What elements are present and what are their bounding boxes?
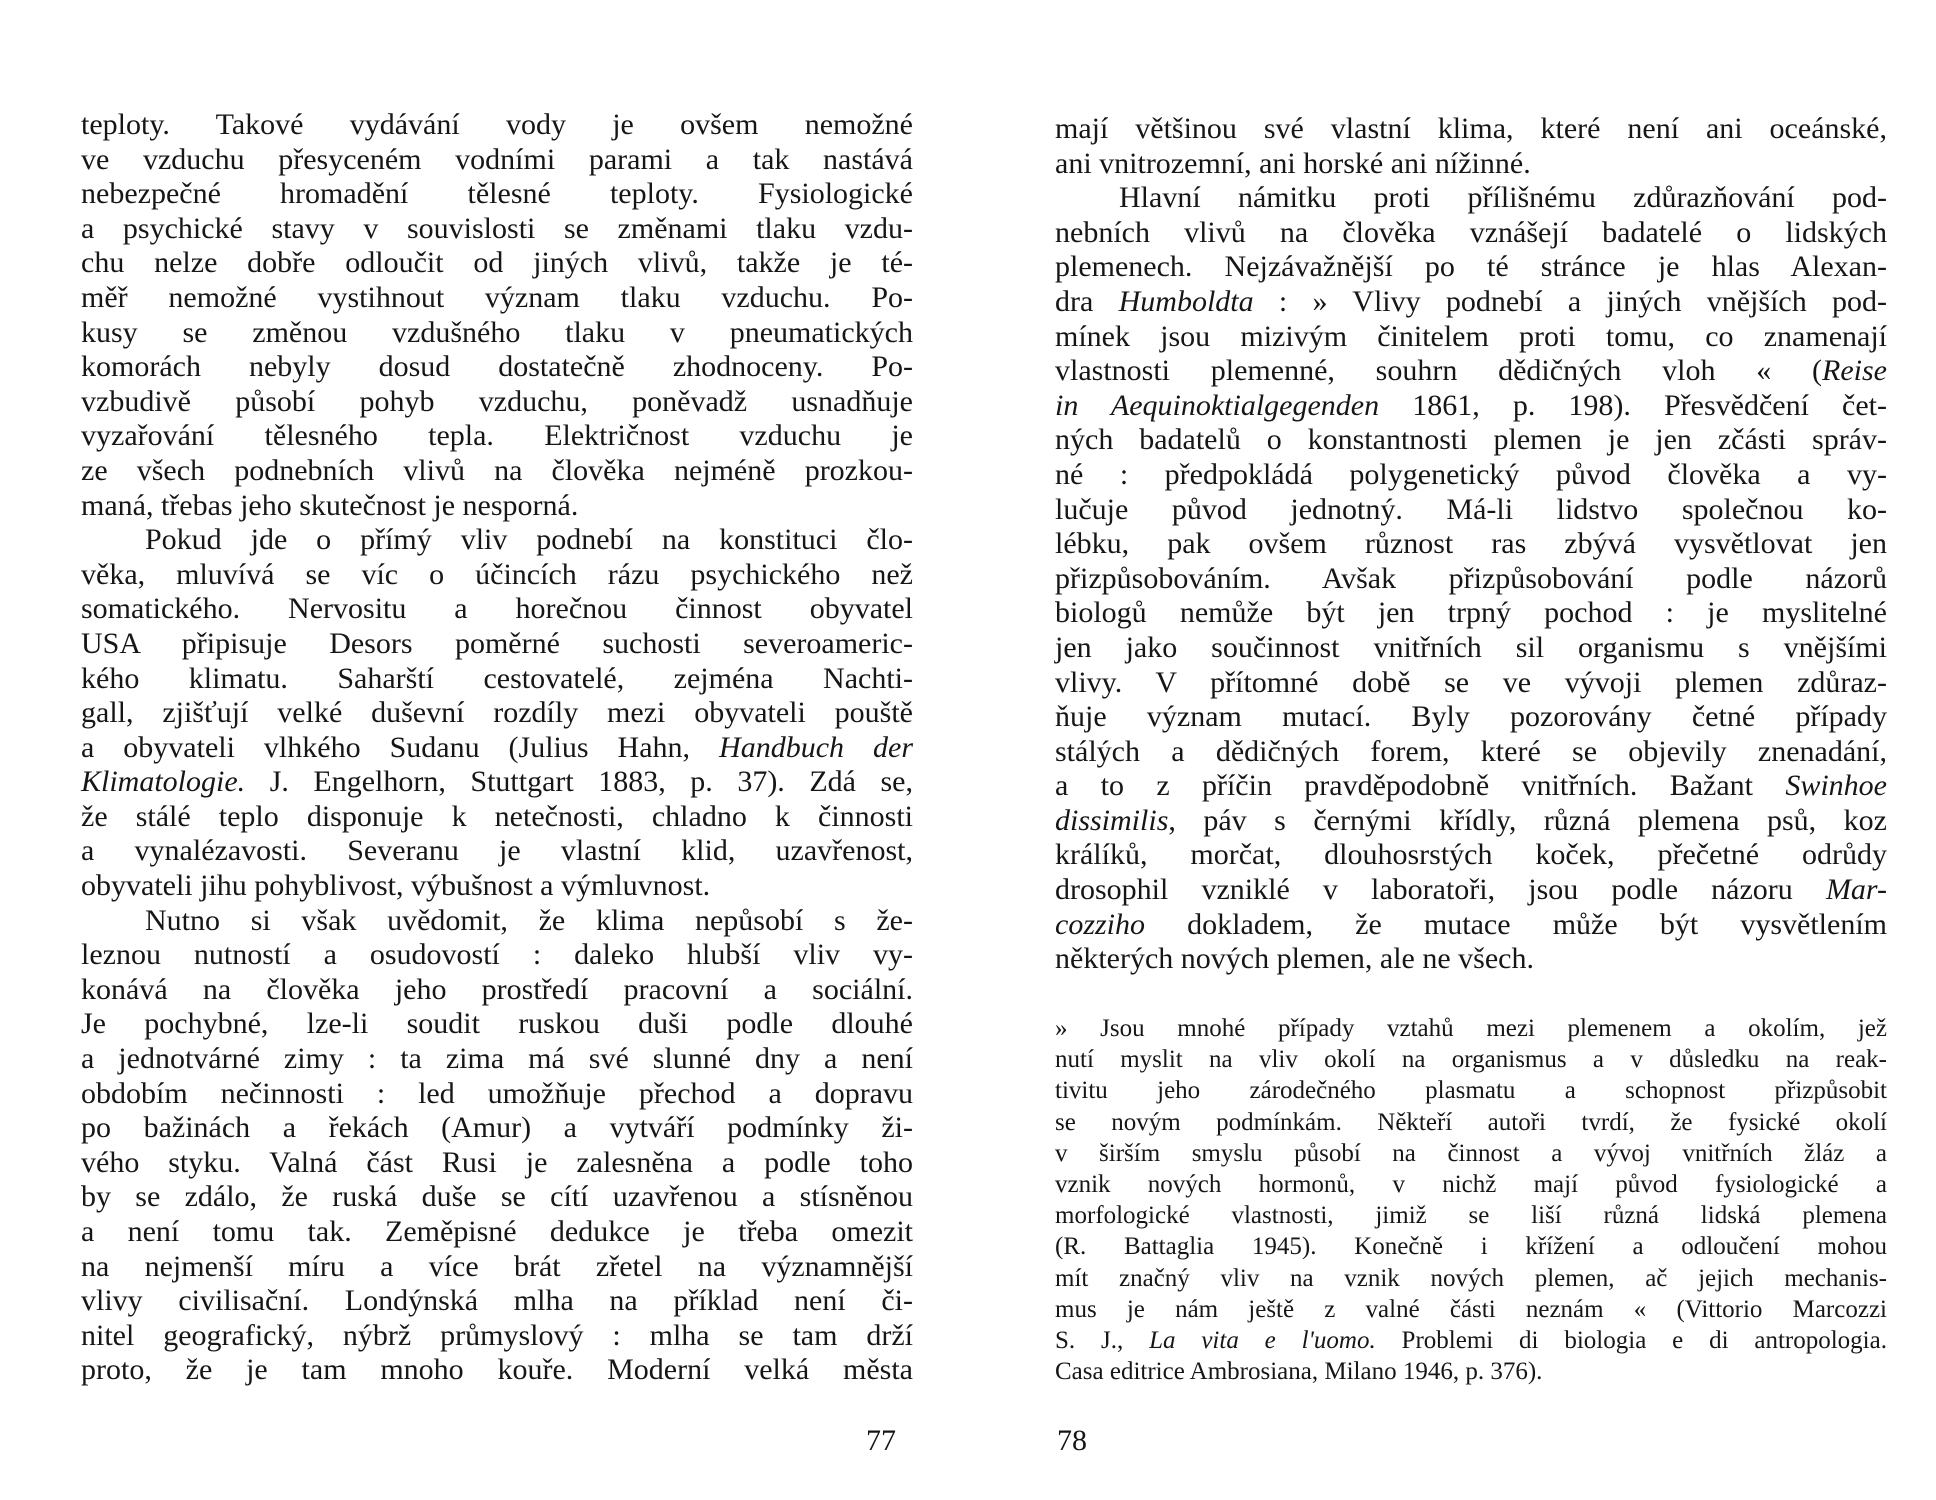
text-segment: vyzařování tělesného tepla. Električnost vzduchu je: [81, 419, 913, 453]
text-line: [1055, 458, 1887, 493]
text-segment: (R. Battaglia 1945). Konečně i křížení a odloučení mohou: [1055, 1233, 1887, 1261]
text-segment: ve vzduchu přesyceném vodními parami a tak nastává: [81, 142, 913, 176]
text-line: [1055, 1325, 1887, 1356]
text-line: [81, 1180, 913, 1215]
text-segment: ňuje význam mutací. Byly pozorovány četné případy: [1055, 700, 1887, 734]
text-line: [1055, 389, 1887, 424]
text-line: [81, 177, 913, 212]
text-line: [81, 1077, 913, 1112]
text-segment: : » Vlivy podnebí a jiných vnějších pod-: [1253, 284, 1888, 318]
text-line: [1055, 527, 1887, 562]
text-segment: lébku, pak ovšem různost ras zbývá vysvětlovat jen: [1055, 527, 1887, 561]
text-segment: přizpůsobováním. Avšak přizpůsobování podle názorů: [1055, 561, 1887, 595]
text-line: [81, 1146, 913, 1181]
text-line: [81, 800, 913, 835]
text-segment: obyvateli jihu pohyblivost, výbušnost a výmluvnost.: [81, 869, 711, 903]
text-segment: maná, třebas jeho skutečnost je nesporná.: [81, 488, 579, 522]
text-segment: králíků, morčat, dlouhosrstých koček, přečetné odrůdy: [1055, 838, 1887, 872]
text-segment: USA připisuje Desors poměrné suchosti severoameric-: [81, 626, 913, 660]
text-segment: mínek jsou mizivým činitelem proti tomu, co znamenají: [1055, 319, 1887, 353]
text-segment: dra: [1055, 284, 1119, 318]
text-line: [1055, 700, 1887, 735]
text-line: [1055, 1356, 1887, 1387]
text-line: [81, 696, 913, 731]
text-segment: stálých a dědičných forem, které se objevily znenadání,: [1055, 734, 1887, 768]
text-line: [81, 904, 913, 939]
text-line: [1055, 285, 1887, 320]
text-line: [1055, 112, 1887, 147]
text-segment: lučuje původ jednotný. Má-li lidstvo společnou ko-: [1055, 492, 1887, 526]
text-line: [81, 143, 913, 178]
text-segment: konává na člověka jeho prostředí pracovní a sociální.: [81, 972, 913, 1006]
italic-text: Reise: [1822, 354, 1887, 388]
italic-text: dissimilis: [1055, 803, 1169, 837]
text-line: [81, 869, 913, 904]
text-segment: mají většinou své vlastní klima, které není ani oceánské,: [1055, 112, 1887, 145]
text-segment: Hlavní námitku proti přílišnému zdůrazňování pod-: [1119, 181, 1887, 215]
text-line: [1055, 1231, 1887, 1262]
italic-text: Klimatologie.: [81, 765, 246, 799]
text-segment: dokladem, že mutace může být vysvětlením: [1145, 907, 1887, 941]
text-segment: J. Engelhorn, Stuttgart 1883, p. 37). Zdá se,: [245, 765, 913, 799]
text-line: [81, 212, 913, 247]
text-line: [81, 1284, 913, 1319]
text-segment: vlivy. V přítomné době se ve vývoji plemen zdůraz-: [1055, 665, 1887, 699]
text-line: [1055, 147, 1887, 182]
italic-text: La vita e l'uomo.: [1149, 1326, 1376, 1354]
left-page-text: [81, 108, 913, 1388]
text-segment: komorách nebyly dosud dostatečně zhodnoceny. Po-: [81, 350, 913, 384]
text-segment: by se zdálo, že ruská duše se cítí uzavřenou a stísněnou: [81, 1180, 913, 1214]
text-line: [81, 1319, 913, 1354]
text-segment: vzbudivě působí pohyb vzduchu, poněvadž usnadňuje: [81, 384, 913, 418]
text-segment: né : předpokládá polygenetický původ člověka a vy-: [1055, 457, 1887, 491]
text-segment: v širším smyslu působí na činnost a vývoj vnitřních žláz a: [1055, 1139, 1887, 1167]
text-segment: drosophil vzniklé v laboratoři, jsou podle názoru: [1055, 873, 1826, 907]
text-line: [81, 592, 913, 627]
text-line: [81, 1250, 913, 1285]
text-segment: věka, mluvívá se víc o účincích rázu psychického než: [81, 557, 913, 591]
text-line: [81, 419, 913, 454]
text-line: [1055, 1294, 1887, 1325]
text-segment: a psychické stavy v souvislosti se změnami tlaku vzdu-: [81, 211, 913, 245]
text-line: [1055, 216, 1887, 251]
text-segment: , páv s černými křídly, různá plemena psů, koz: [1168, 803, 1887, 837]
text-line: [1055, 1263, 1887, 1294]
text-segment: vlastnosti plemenné, souhrn dědičných vloh « (: [1055, 354, 1823, 388]
text-segment: ze všech podnebních vlivů na člověka nejméně prozkou-: [81, 453, 913, 487]
text-segment: a jednotvárné zimy : ta zima má své slunné dny a není: [81, 1042, 913, 1076]
text-segment: 1861, p. 198). Přesvědčení čet-: [1379, 388, 1887, 422]
text-segment: nutí myslit na vliv okolí na organismus a v důsledku na reak-: [1055, 1046, 1887, 1074]
text-line: [81, 731, 913, 766]
text-line: [81, 1215, 913, 1250]
text-line: [1055, 250, 1887, 285]
text-segment: a to z příčin pravděpodobně vnitřních. Bažant: [1055, 769, 1786, 803]
italic-text: Swinhoe: [1785, 769, 1887, 803]
italic-text: Handbuch der: [719, 730, 913, 764]
text-line: [1055, 873, 1887, 908]
text-segment: a obyvateli vlhkého Sudanu (Julius Hahn,: [81, 730, 720, 764]
text-segment: po bažinách a řekách (Amur) a vytváří podmínky ži-: [81, 1111, 913, 1145]
text-line: [81, 246, 913, 281]
text-line: [1055, 908, 1887, 943]
text-segment: některých nových plemen, ale ne všech.: [1055, 942, 1534, 976]
text-segment: chu nelze dobře odloučit od jiných vlivů, takže je té-: [81, 246, 913, 280]
text-segment: měř nemožné vystihnout význam tlaku vzduchu. Po-: [81, 280, 913, 314]
text-line: [81, 1353, 913, 1388]
text-line: [1055, 1169, 1887, 1200]
text-line: [81, 662, 913, 697]
text-segment: tivitu jeho zárodečného plasmatu a schopnost přizpůsobit: [1055, 1077, 1887, 1105]
italic-text: in Aequinoktialgegenden: [1055, 388, 1380, 422]
text-segment: biologů nemůže být jen trpný pochod : je myslitelné: [1055, 596, 1887, 630]
text-segment: ani vnitrozemní, ani horské ani nížinné.: [1055, 146, 1531, 180]
text-segment: vého styku. Valná část Rusi je zalesněna a podle toho: [81, 1145, 913, 1179]
page-number-right: 78: [1057, 1424, 1087, 1457]
text-segment: Pokud jde o přímý vliv podnebí na konstituci člo-: [145, 523, 913, 557]
text-line: [81, 489, 913, 524]
text-segment: jen jako součinnost vnitřních sil organismu s vnějšími: [1055, 630, 1887, 664]
text-segment: morfologické vlastnosti, jimiž se liší různá lidská plemena: [1055, 1202, 1887, 1230]
text-segment: kusy se změnou vzdušného tlaku v pneumatických: [81, 315, 913, 349]
text-line: [81, 108, 913, 143]
text-line: [1055, 354, 1887, 389]
footnote: [1055, 1013, 1887, 1387]
right-page-text: [1055, 112, 1887, 977]
text-segment: leznou nutností a osudovostí : daleko hlubší vliv vy-: [81, 938, 913, 972]
text-line: [81, 627, 913, 662]
text-line: [1055, 1200, 1887, 1231]
italic-text: Humboldta: [1118, 284, 1254, 318]
text-line: [1055, 942, 1887, 977]
text-segment: nebních vlivů na člověka vznášejí badatelé o lidských: [1055, 215, 1887, 249]
text-segment: mít značný vliv na vznik nových plemen, ač jejich mechanis-: [1055, 1264, 1887, 1292]
text-segment: na nejmenší míru a více brát zřetel na významnější: [81, 1249, 913, 1283]
text-segment: teploty. Takové vydávání vody je ovšem nemožné: [81, 108, 913, 141]
italic-text: cozziho: [1055, 907, 1145, 941]
text-segment: Nutno si však uvědomit, že klima nepůsobí s že-: [145, 903, 913, 937]
text-segment: plemenech. Nejzávažnější po té stránce je hlas Alexan-: [1055, 250, 1887, 284]
text-line: [81, 1111, 913, 1146]
text-segment: Casa editrice Ambrosiana, Milano 1946, p. 376).: [1055, 1358, 1543, 1386]
text-line: [1055, 1107, 1887, 1138]
text-segment: Je pochybné, lze-li soudit ruskou duši podle dlouhé: [81, 1007, 913, 1041]
text-line: [1055, 423, 1887, 458]
text-segment: vlivy civilisační. Londýnská mlha na příklad není či-: [81, 1284, 913, 1318]
text-line: [1055, 838, 1887, 873]
text-line: [81, 558, 913, 593]
text-line: [1055, 804, 1887, 839]
text-line: [1055, 631, 1887, 666]
text-line: [81, 316, 913, 351]
text-line: [1055, 493, 1887, 528]
text-segment: nitel geografický, nýbrž průmyslový : mlha se tam drží: [81, 1318, 913, 1352]
text-line: [81, 523, 913, 558]
text-segment: somatického. Nervositu a horečnou činnost obyvatel: [81, 592, 913, 626]
text-line: [81, 938, 913, 973]
text-line: [1055, 1075, 1887, 1106]
text-line: [1055, 1138, 1887, 1169]
text-line: [1055, 735, 1887, 770]
text-line: [81, 765, 913, 800]
text-segment: gall, zjišťují velké duševní rozdíly mezi obyvateli pouště: [81, 696, 913, 730]
text-segment: obdobím nečinnosti : led umožňuje přechod a dopravu: [81, 1076, 913, 1110]
text-segment: » Jsou mnohé případy vztahů mezi plemenem a okolím, jež: [1055, 1015, 1887, 1042]
text-line: [1055, 562, 1887, 597]
text-line: [81, 281, 913, 316]
text-segment: a není tomu tak. Zeměpisné dedukce je třeba omezit: [81, 1215, 913, 1248]
text-segment: S. J.,: [1055, 1326, 1150, 1354]
text-segment: proto, že je tam mnoho kouře. Moderní velká města: [81, 1353, 913, 1387]
text-segment: nebezpečné hromadění tělesné teploty. Fysiologické: [81, 177, 913, 211]
text-line: [1055, 1013, 1887, 1044]
text-line: [81, 385, 913, 420]
text-line: [1055, 666, 1887, 701]
text-line: [81, 350, 913, 385]
text-segment: ných badatelů o konstantnosti plemen je jen zčásti správ-: [1055, 423, 1887, 457]
text-line: [81, 454, 913, 489]
text-segment: že stálé teplo disponuje k netečnosti, chladno k činnosti: [81, 799, 913, 833]
text-segment: Problemi di biologia e di antropologia.: [1375, 1326, 1887, 1354]
text-line: [81, 1042, 913, 1077]
text-line: [81, 1007, 913, 1042]
text-segment: vznik nových hormonů, v nichž mají původ fysiologické a: [1055, 1170, 1887, 1198]
text-line: [1055, 1044, 1887, 1075]
text-segment: mus je nám ještě z valné části neznám « (Vittorio Marcozzi: [1055, 1295, 1887, 1323]
text-line: [81, 834, 913, 869]
text-segment: a vynalézavosti. Severanu je vlastní klid, uzavřenost,: [81, 834, 913, 868]
text-segment: se novým podmínkám. Někteří autoři tvrdí, že fysické okolí: [1055, 1108, 1887, 1136]
page-number-left: 77: [866, 1424, 896, 1457]
text-line: [1055, 181, 1887, 216]
text-line: [1055, 596, 1887, 631]
text-line: [1055, 320, 1887, 355]
text-segment: kého klimatu. Saharští cestovatelé, zejména Nachti-: [81, 661, 913, 695]
text-line: [1055, 769, 1887, 804]
italic-text: Mar-: [1825, 873, 1887, 907]
text-line: [81, 973, 913, 1008]
